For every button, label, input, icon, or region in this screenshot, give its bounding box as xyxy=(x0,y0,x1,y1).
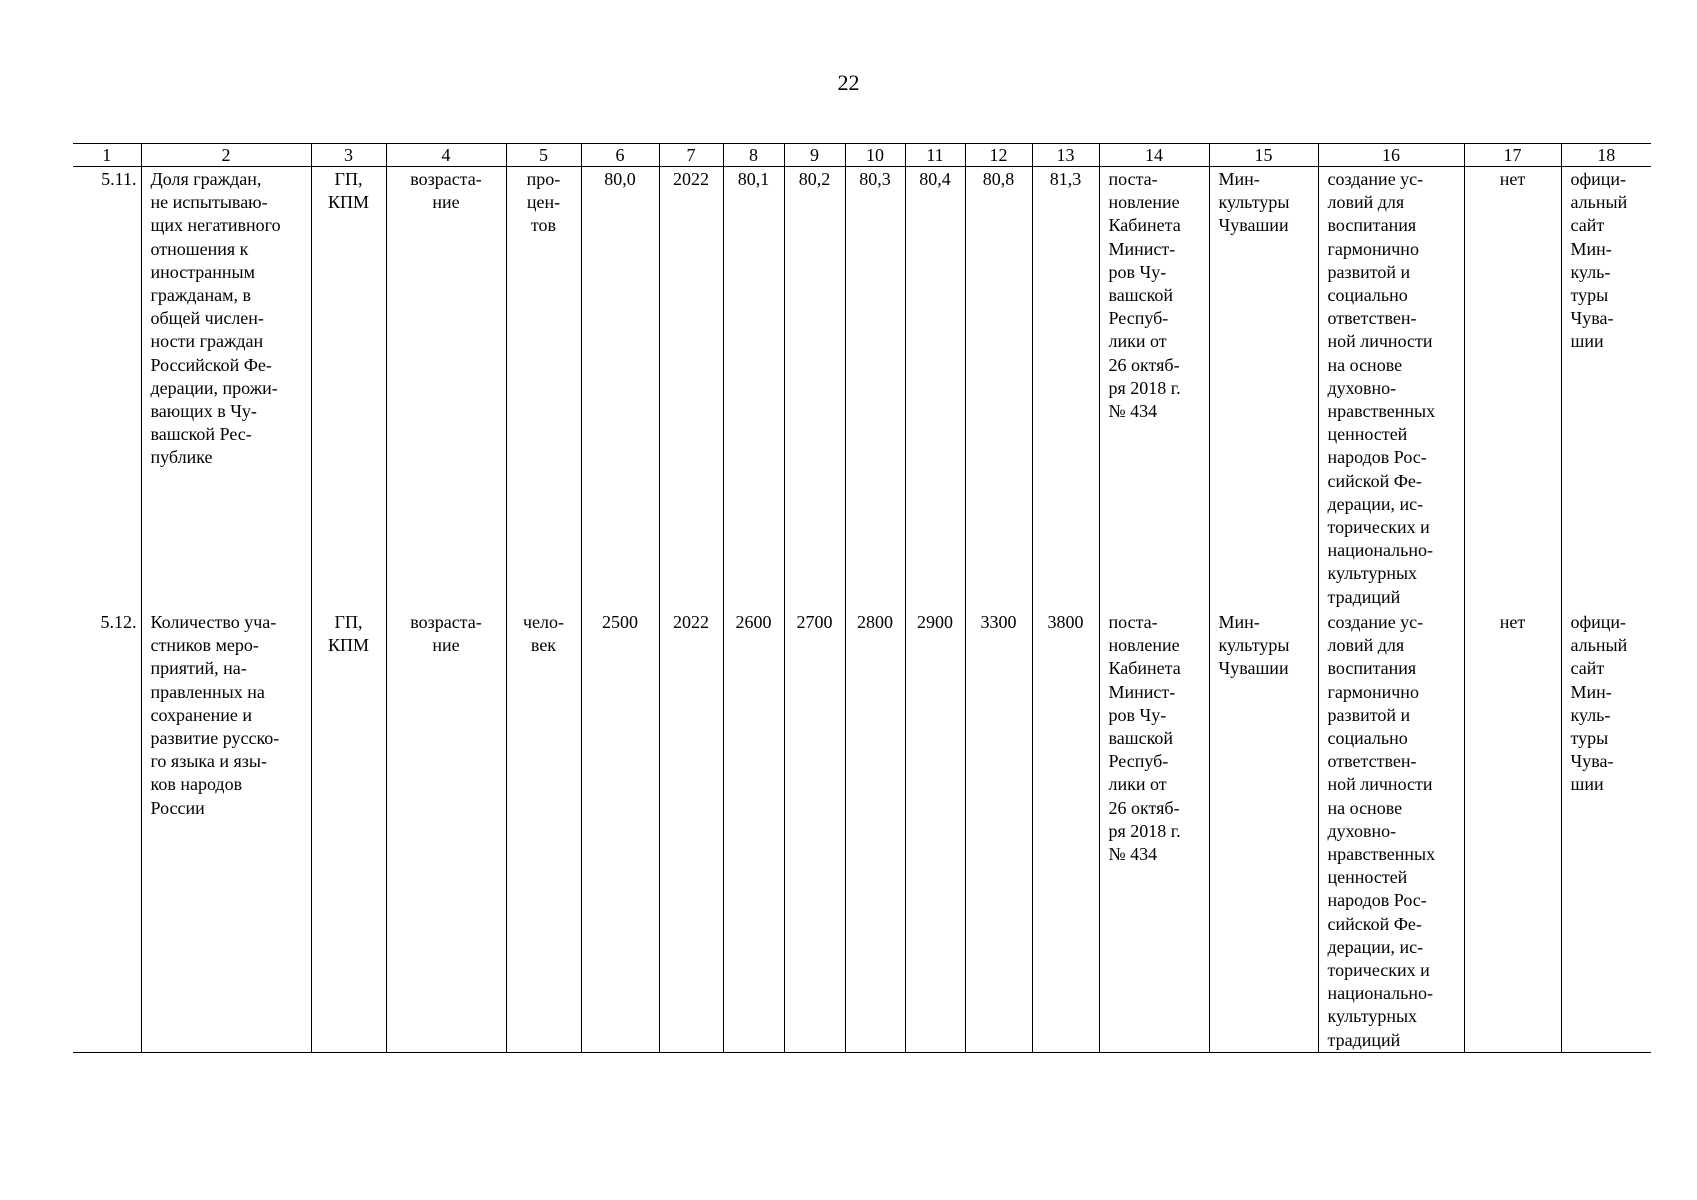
column-header: 18 xyxy=(1561,144,1651,167)
page-number: 22 xyxy=(837,70,860,95)
column-header: 15 xyxy=(1209,144,1318,167)
base-value: 80,0 xyxy=(581,167,659,611)
indicator-type: ГП, КПМ xyxy=(311,167,386,611)
value-col-10: 80,3 xyxy=(845,167,905,611)
dynamics: возраста- ние xyxy=(386,610,506,1053)
value-col-8: 2600 xyxy=(723,610,784,1053)
value-col-13: 3800 xyxy=(1032,610,1099,1053)
table-row xyxy=(73,167,1651,611)
value-col-11: 80,4 xyxy=(905,167,965,611)
row-number: 5.11. xyxy=(73,167,141,611)
data-source: офици- альный сайт Мин- куль- туры Чува- шии xyxy=(1561,167,1651,611)
base-year: 2022 xyxy=(659,610,723,1053)
flag: нет xyxy=(1464,167,1561,611)
column-header: 4 xyxy=(386,144,506,167)
data-source: офици- альный сайт Мин- куль- туры Чува- шии xyxy=(1561,610,1651,1053)
value-col-9: 80,2 xyxy=(784,167,845,611)
table-row xyxy=(73,610,1651,1053)
flag: нет xyxy=(1464,610,1561,1053)
column-header: 7 xyxy=(659,144,723,167)
column-header: 5 xyxy=(506,144,581,167)
indicators-table xyxy=(73,143,1651,1053)
value-col-11: 2900 xyxy=(905,610,965,1053)
indicator-name: Количество уча- стников меро- приятий, на- правленных на сохранение и развитие русско- го языка и язы- ков народов России xyxy=(141,610,311,1053)
column-header: 11 xyxy=(905,144,965,167)
column-header: 10 xyxy=(845,144,905,167)
column-header: 17 xyxy=(1464,144,1561,167)
regulatory-document: поста- новление Кабинета Минист- ров Чу- вашской Респуб- лики от 26 октяб- ря 2018 г. № 434 xyxy=(1099,167,1209,611)
value-col-12: 80,8 xyxy=(965,167,1032,611)
column-header: 9 xyxy=(784,144,845,167)
value-col-10: 2800 xyxy=(845,610,905,1053)
column-header: 13 xyxy=(1032,144,1099,167)
column-header: 12 xyxy=(965,144,1032,167)
column-header: 1 xyxy=(73,144,141,167)
column-header: 6 xyxy=(581,144,659,167)
column-header: 3 xyxy=(311,144,386,167)
unit: про- цен- тов xyxy=(506,167,581,611)
value-col-12: 3300 xyxy=(965,610,1032,1053)
column-number-row xyxy=(73,144,1651,167)
base-year: 2022 xyxy=(659,167,723,611)
column-header: 14 xyxy=(1099,144,1209,167)
responsible-body: Мин- культуры Чувашии xyxy=(1209,167,1318,611)
row-number: 5.12. xyxy=(73,610,141,1053)
value-col-8: 80,1 xyxy=(723,167,784,611)
indicator-type: ГП, КПМ xyxy=(311,610,386,1053)
goal: создание ус- ловий для воспитания гармонично развитой и социально ответствен- ной личности на основе духовно- нравственных ценностей народов Рос- сийской Фе- дерации, ис- торических и национально- культурных традиций xyxy=(1318,167,1464,611)
indicator-name: Доля граждан, не испытываю- щих негативного отношения к иностранным гражданам, в общей числен- ности граждан Российской Фе- дерации, прожи- вающих в Чу- вашской Рес- публике xyxy=(141,167,311,611)
responsible-body: Мин- культуры Чувашии xyxy=(1209,610,1318,1053)
unit: чело- век xyxy=(506,610,581,1053)
column-header: 8 xyxy=(723,144,784,167)
value-col-13: 81,3 xyxy=(1032,167,1099,611)
column-header: 16 xyxy=(1318,144,1464,167)
regulatory-document: поста- новление Кабинета Минист- ров Чу- вашской Респуб- лики от 26 октяб- ря 2018 г. № 434 xyxy=(1099,610,1209,1053)
base-value: 2500 xyxy=(581,610,659,1053)
goal: создание ус- ловий для воспитания гармонично развитой и социально ответствен- ной личности на основе духовно- нравственных ценностей народов Рос- сийской Фе- дерации, ис- торических и национально- культурных традиций xyxy=(1318,610,1464,1053)
column-header: 2 xyxy=(141,144,311,167)
value-col-9: 2700 xyxy=(784,610,845,1053)
dynamics: возраста- ние xyxy=(386,167,506,611)
